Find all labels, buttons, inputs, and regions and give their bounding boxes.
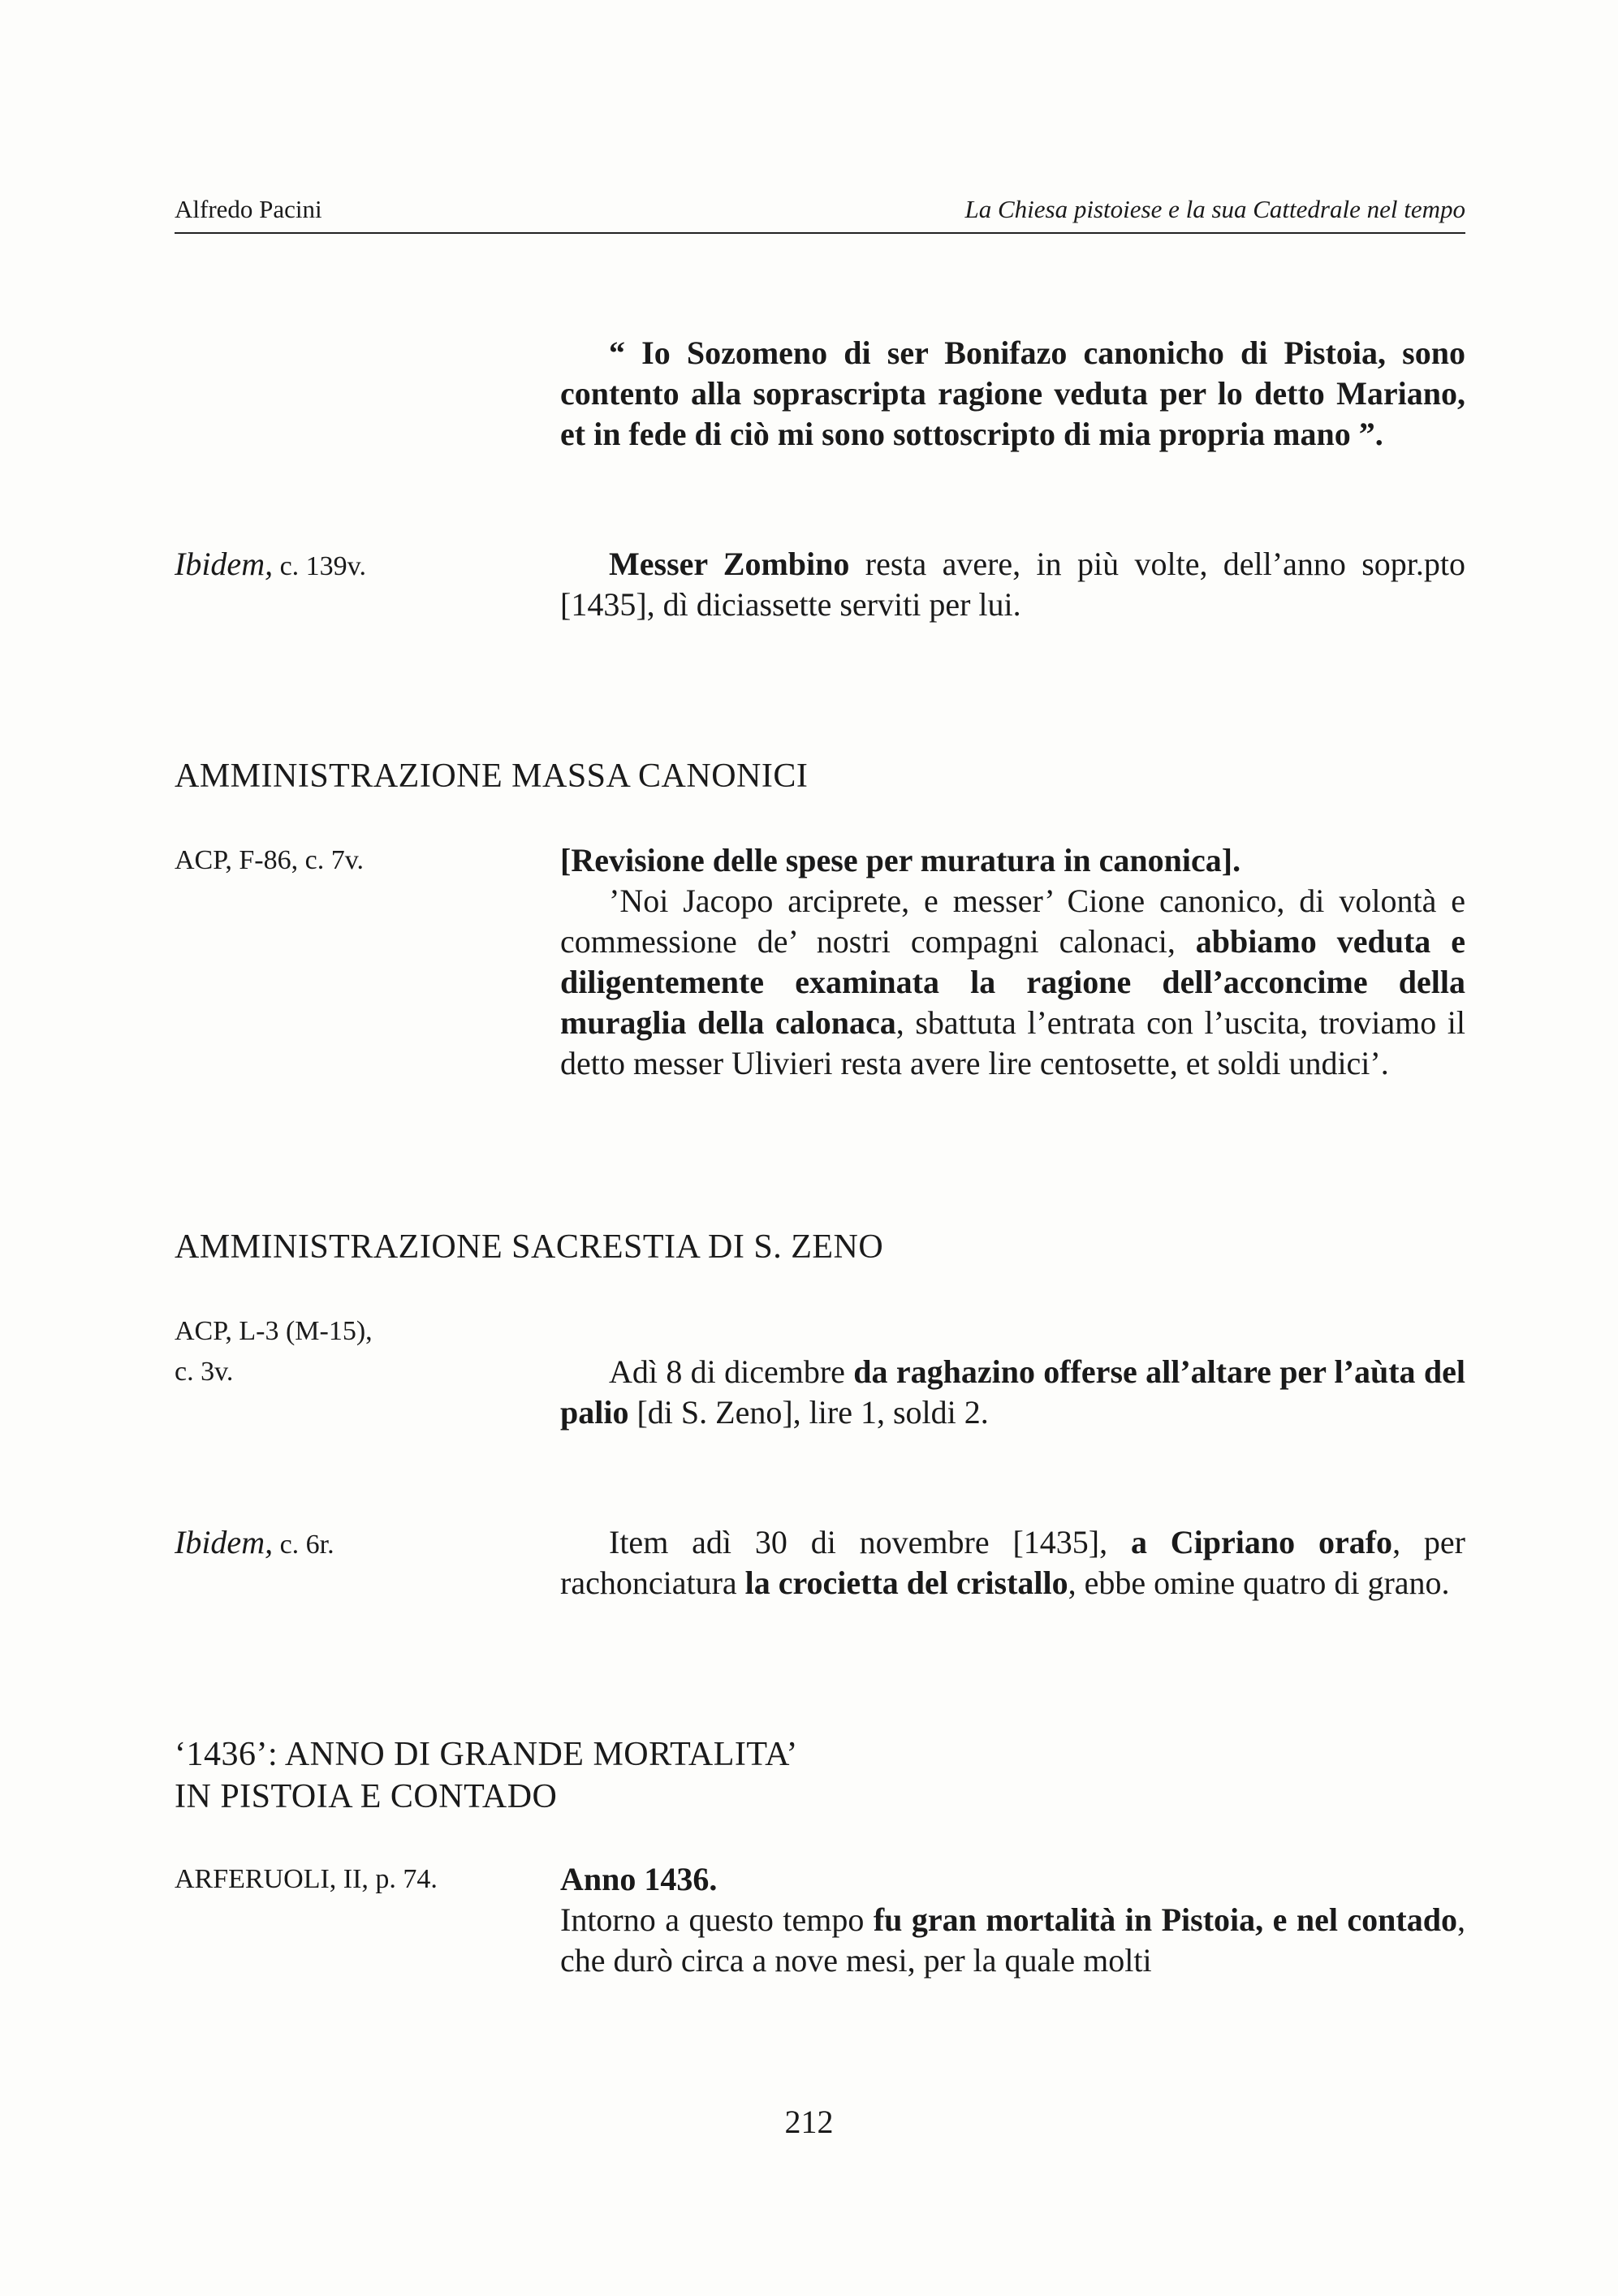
cipriano-text1: Item adì 30 di novembre [1435], xyxy=(609,1524,1131,1560)
entry-arferuoli-ref: ARFERUOLI, II, p. 74. xyxy=(175,1864,438,1894)
quote-text: “ Io Sozomeno di ser Bonifazo canonicho di Pistoia, sono contento alla soprascripta ragione veduta per lo detto Mariano, et in fede di ciò mi sono sottoscripto di mia propria mano ”. xyxy=(560,334,1465,452)
entry-arferuoli-body xyxy=(560,1859,1465,1981)
section-heading-1436 xyxy=(175,1733,798,1818)
header-author: Alfredo Pacini xyxy=(175,195,322,223)
entry-revisione-ref: ACP, F-86, c. 7v. xyxy=(175,845,364,875)
cipriano-bold1: a Cipriano orafo xyxy=(1130,1524,1393,1560)
ref-folio: c. 139v. xyxy=(273,551,366,581)
arferuoli-text1: Intorno a questo tempo xyxy=(560,1901,874,1938)
entry-raghazino-ref xyxy=(175,1311,373,1392)
running-header xyxy=(175,195,1465,234)
zombino-bold: Messer Zombino xyxy=(609,546,850,582)
section-heading-sacrestia: AMMINISTRAZIONE SACRESTIA DI S. ZENO xyxy=(175,1228,884,1266)
raghazino-ref-line2: c. 3v. xyxy=(175,1357,234,1387)
header-title: La Chiesa pistoiese e la sua Cattedrale nel tempo xyxy=(964,195,1465,223)
entry-revisione-body xyxy=(560,840,1465,1084)
entry-raghazino-body xyxy=(560,1352,1465,1433)
zombino-text: resta avere, in più volte, dell’anno sopr.pto [1435], dì diciassette serviti per lui. xyxy=(560,546,1465,623)
arferuoli-year: Anno 1436. xyxy=(560,1861,718,1897)
heading-1436-line2: IN PISTOIA E CONTADO xyxy=(175,1778,558,1815)
revisione-bold: abbiamo veduta e diligentemente examinata la ragione dell’acconcime della muraglia della calonaca xyxy=(560,923,1465,1041)
heading-1436-line1: ‘1436’: ANNO DI GRANDE MORTALITA’ xyxy=(175,1736,798,1773)
raghazino-ref-line1: ACP, L-3 (M-15), xyxy=(175,1316,373,1346)
arferuoli-text2: , che durò circa a nove mesi, per la quale molti xyxy=(560,1901,1465,1979)
entry-cipriano-body xyxy=(560,1522,1465,1603)
section-heading-massa: AMMINISTRAZIONE MASSA CANONICI xyxy=(175,757,809,795)
revisione-title: [Revisione delle spese per muratura in canonica]. xyxy=(560,842,1241,878)
ref-folio-2: c. 6r. xyxy=(273,1530,334,1560)
entry-cipriano-ref xyxy=(175,1522,334,1565)
quote-body xyxy=(560,333,1465,455)
ref-ibidem: Ibidem, xyxy=(175,546,274,582)
cipriano-bold2: la crocietta del cristallo xyxy=(744,1564,1068,1601)
arferuoli-bold: fu gran mortalità in Pistoia, e nel contado xyxy=(873,1901,1457,1938)
raghazino-text2: [di S. Zeno], lire 1, soldi 2. xyxy=(628,1394,989,1431)
revisione-text1: ’Noi Jacopo arciprete, e messer’ Cione canonico, di volontà e commessione de’ nostri compagni calonaci, xyxy=(560,883,1465,960)
entry-zombino-body xyxy=(560,544,1465,625)
cipriano-text2: , per rachonciatura xyxy=(560,1524,1465,1601)
raghazino-bold: da raghazino offerse all’altare per l’aùta del palio xyxy=(560,1353,1466,1431)
page-number: 212 xyxy=(784,2104,834,2140)
revisione-text2: , sbattuta l’entrata con l’uscita, troviamo il detto messer Ulivieri resta avere lire centosette, et soldi undici’. xyxy=(560,1004,1465,1081)
raghazino-text1: Adì 8 di dicembre xyxy=(609,1353,854,1390)
cipriano-text3: , ebbe omine quatro di grano. xyxy=(1068,1564,1450,1601)
ref-ibidem-2: Ibidem, xyxy=(175,1524,274,1560)
entry-zombino-ref xyxy=(175,544,366,587)
